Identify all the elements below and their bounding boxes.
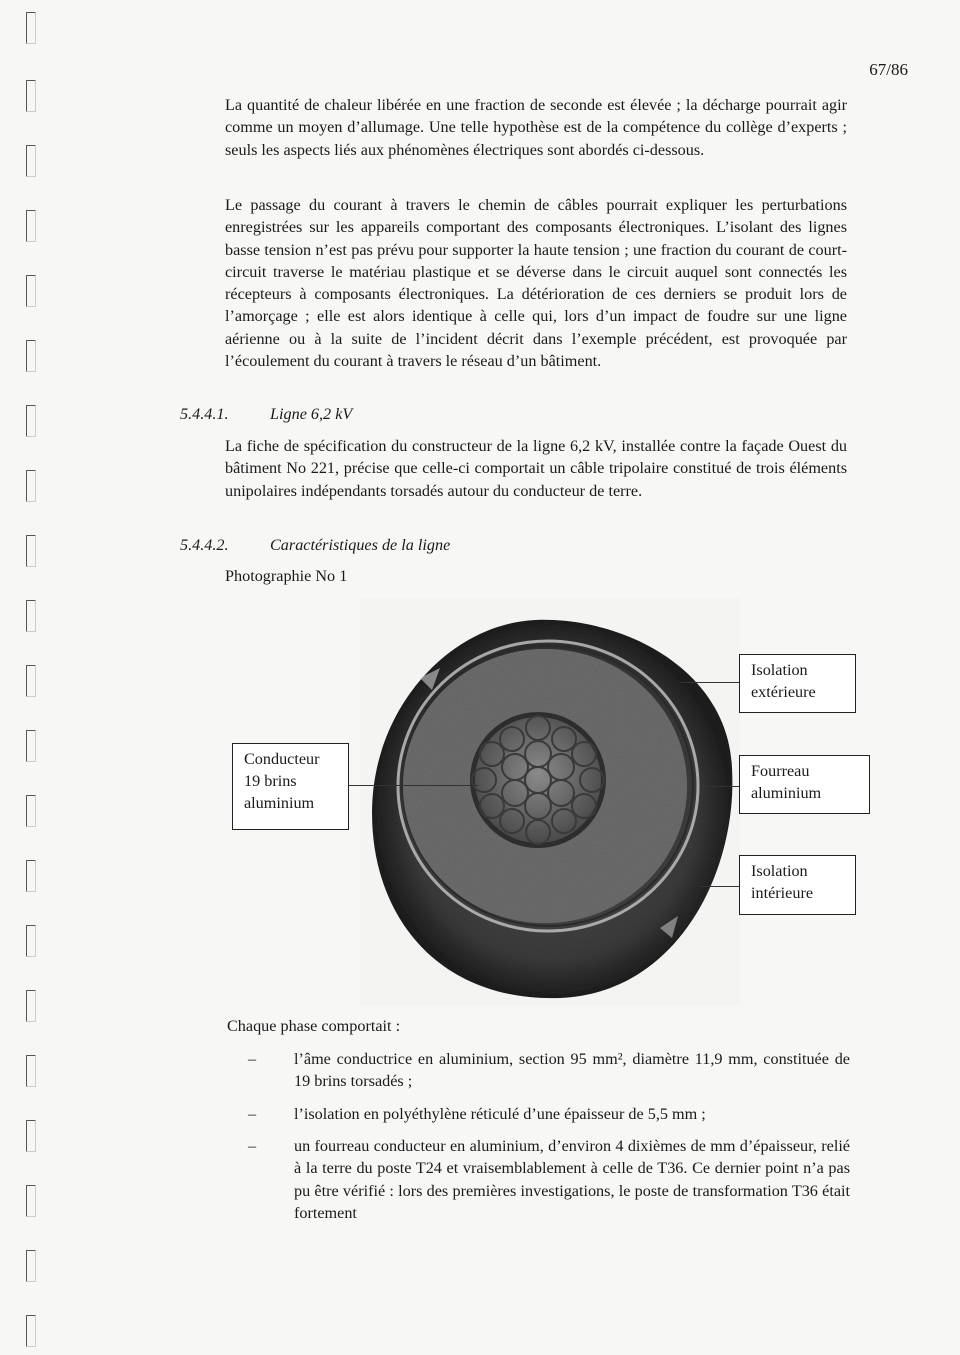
binder-hole bbox=[26, 730, 36, 762]
cable-cross-section-photo bbox=[360, 598, 740, 1006]
binder-hole bbox=[26, 470, 36, 502]
list-item-text: l’âme conductrice en aluminium, section 95 mm², diamètre 11,9 mm, constituée de 19 brins torsadés ; bbox=[294, 1050, 850, 1091]
label-line: aluminium bbox=[244, 794, 315, 812]
binder-hole bbox=[26, 860, 36, 892]
paragraph-line-spec: La fiche de spécification du constructeur de la ligne 6,2 kV, installée contre la façade Ouest du bâtiment No 221, précise que celle-ci comportait un câble tripolaire constitué de trois éléments unipolaires indépendants torsadés autour du conducteur de terre. bbox=[225, 437, 847, 500]
leader-line bbox=[680, 682, 740, 683]
list-item-text: l’isolation en polyéthylène réticulé d’une épaisseur de 5,5 mm ; bbox=[294, 1105, 706, 1123]
figure-caption: Photographie No 1 bbox=[225, 567, 348, 585]
binder-hole bbox=[26, 210, 36, 242]
paragraph-heat-discharge: La quantité de chaleur libérée en une fraction de seconde est élevée ; la décharge pourrait agir comme un moyen d’allumage. Une telle hypothèse est de la compétence du collège d’experts ; seuls les aspects liés aux phénomènes électriques sont abordés ci-dessous. bbox=[225, 96, 847, 159]
binder-hole bbox=[26, 80, 36, 112]
leader-line bbox=[700, 886, 740, 887]
paragraph-each-phase: Chaque phase comportait : bbox=[227, 1017, 401, 1035]
leader-line bbox=[348, 785, 478, 786]
label-line: extérieure bbox=[751, 683, 816, 701]
binder-hole bbox=[26, 1315, 36, 1347]
list-dash: – bbox=[248, 1137, 257, 1155]
label-line: Conducteur bbox=[244, 750, 320, 768]
list-item-text: un fourreau conducteur en aluminium, d’environ 4 dixièmes de mm d’épaisseur, relié à la terre du poste T24 et vraisemblablement à celle de T36. Ce dernier point n’a pas pu être vérifié : lors des premières investigations, le poste de transformation T36 était fortement bbox=[294, 1137, 850, 1222]
section-number: 5.4.4.2. bbox=[180, 536, 229, 554]
binder-hole bbox=[26, 340, 36, 372]
binder-hole bbox=[26, 600, 36, 632]
list-dash: – bbox=[248, 1050, 257, 1068]
section-title: Ligne 6,2 kV bbox=[270, 405, 353, 423]
binder-hole bbox=[26, 12, 36, 44]
section-heading-5-4-4-1 bbox=[180, 405, 352, 424]
binder-holes bbox=[0, 0, 60, 1355]
callout-conductor bbox=[232, 743, 349, 830]
binder-hole bbox=[26, 535, 36, 567]
binder-hole bbox=[26, 1055, 36, 1087]
leader-line bbox=[700, 786, 740, 787]
section-title: Caractéristiques de la ligne bbox=[270, 536, 451, 554]
binder-hole bbox=[26, 925, 36, 957]
section-heading-5-4-4-2 bbox=[180, 536, 450, 555]
page-number: 67/86 bbox=[869, 60, 908, 79]
callout-inner-insulation bbox=[739, 855, 856, 915]
binder-hole bbox=[26, 1120, 36, 1152]
binder-hole bbox=[26, 665, 36, 697]
label-line: Fourreau bbox=[751, 762, 810, 780]
list-dash: – bbox=[248, 1105, 257, 1123]
section-number: 5.4.4.1. bbox=[180, 405, 229, 423]
binder-hole bbox=[26, 405, 36, 437]
label-line: Isolation bbox=[751, 862, 808, 880]
callout-outer-insulation bbox=[739, 654, 856, 713]
label-line: aluminium bbox=[751, 784, 822, 802]
binder-hole bbox=[26, 1185, 36, 1217]
binder-hole bbox=[26, 990, 36, 1022]
callout-sheath bbox=[739, 755, 870, 814]
paragraph-current-path: Le passage du courant à travers le chemin de câbles pourrait expliquer les perturbations enregistrées sur les appareils comportant des composants électroniques. L’isolant des lignes basse tension n’est pas prévu pour supporter la haute tension ; une fraction du courant de court-circuit traverse le matériau plastique et se déverse dans le circuit auquel sont connectés les récepteurs à composants électroniques. La détérioration de ces derniers se produit lors de l’amorçage ; elle est alors identique à celle qui, lors d’un impact de foudre sur une ligne aérienne ou à la suite de l’incident décrit dans l’exemple précédent, est provoquée par l’écoulement du courant à travers le réseau d’un bâtiment. bbox=[225, 196, 847, 371]
label-line: intérieure bbox=[751, 884, 814, 902]
label-line: 19 brins bbox=[244, 772, 297, 790]
binder-hole bbox=[26, 275, 36, 307]
binder-hole bbox=[26, 1250, 36, 1282]
label-line: Isolation bbox=[751, 661, 808, 679]
binder-hole bbox=[26, 795, 36, 827]
binder-hole bbox=[26, 145, 36, 177]
